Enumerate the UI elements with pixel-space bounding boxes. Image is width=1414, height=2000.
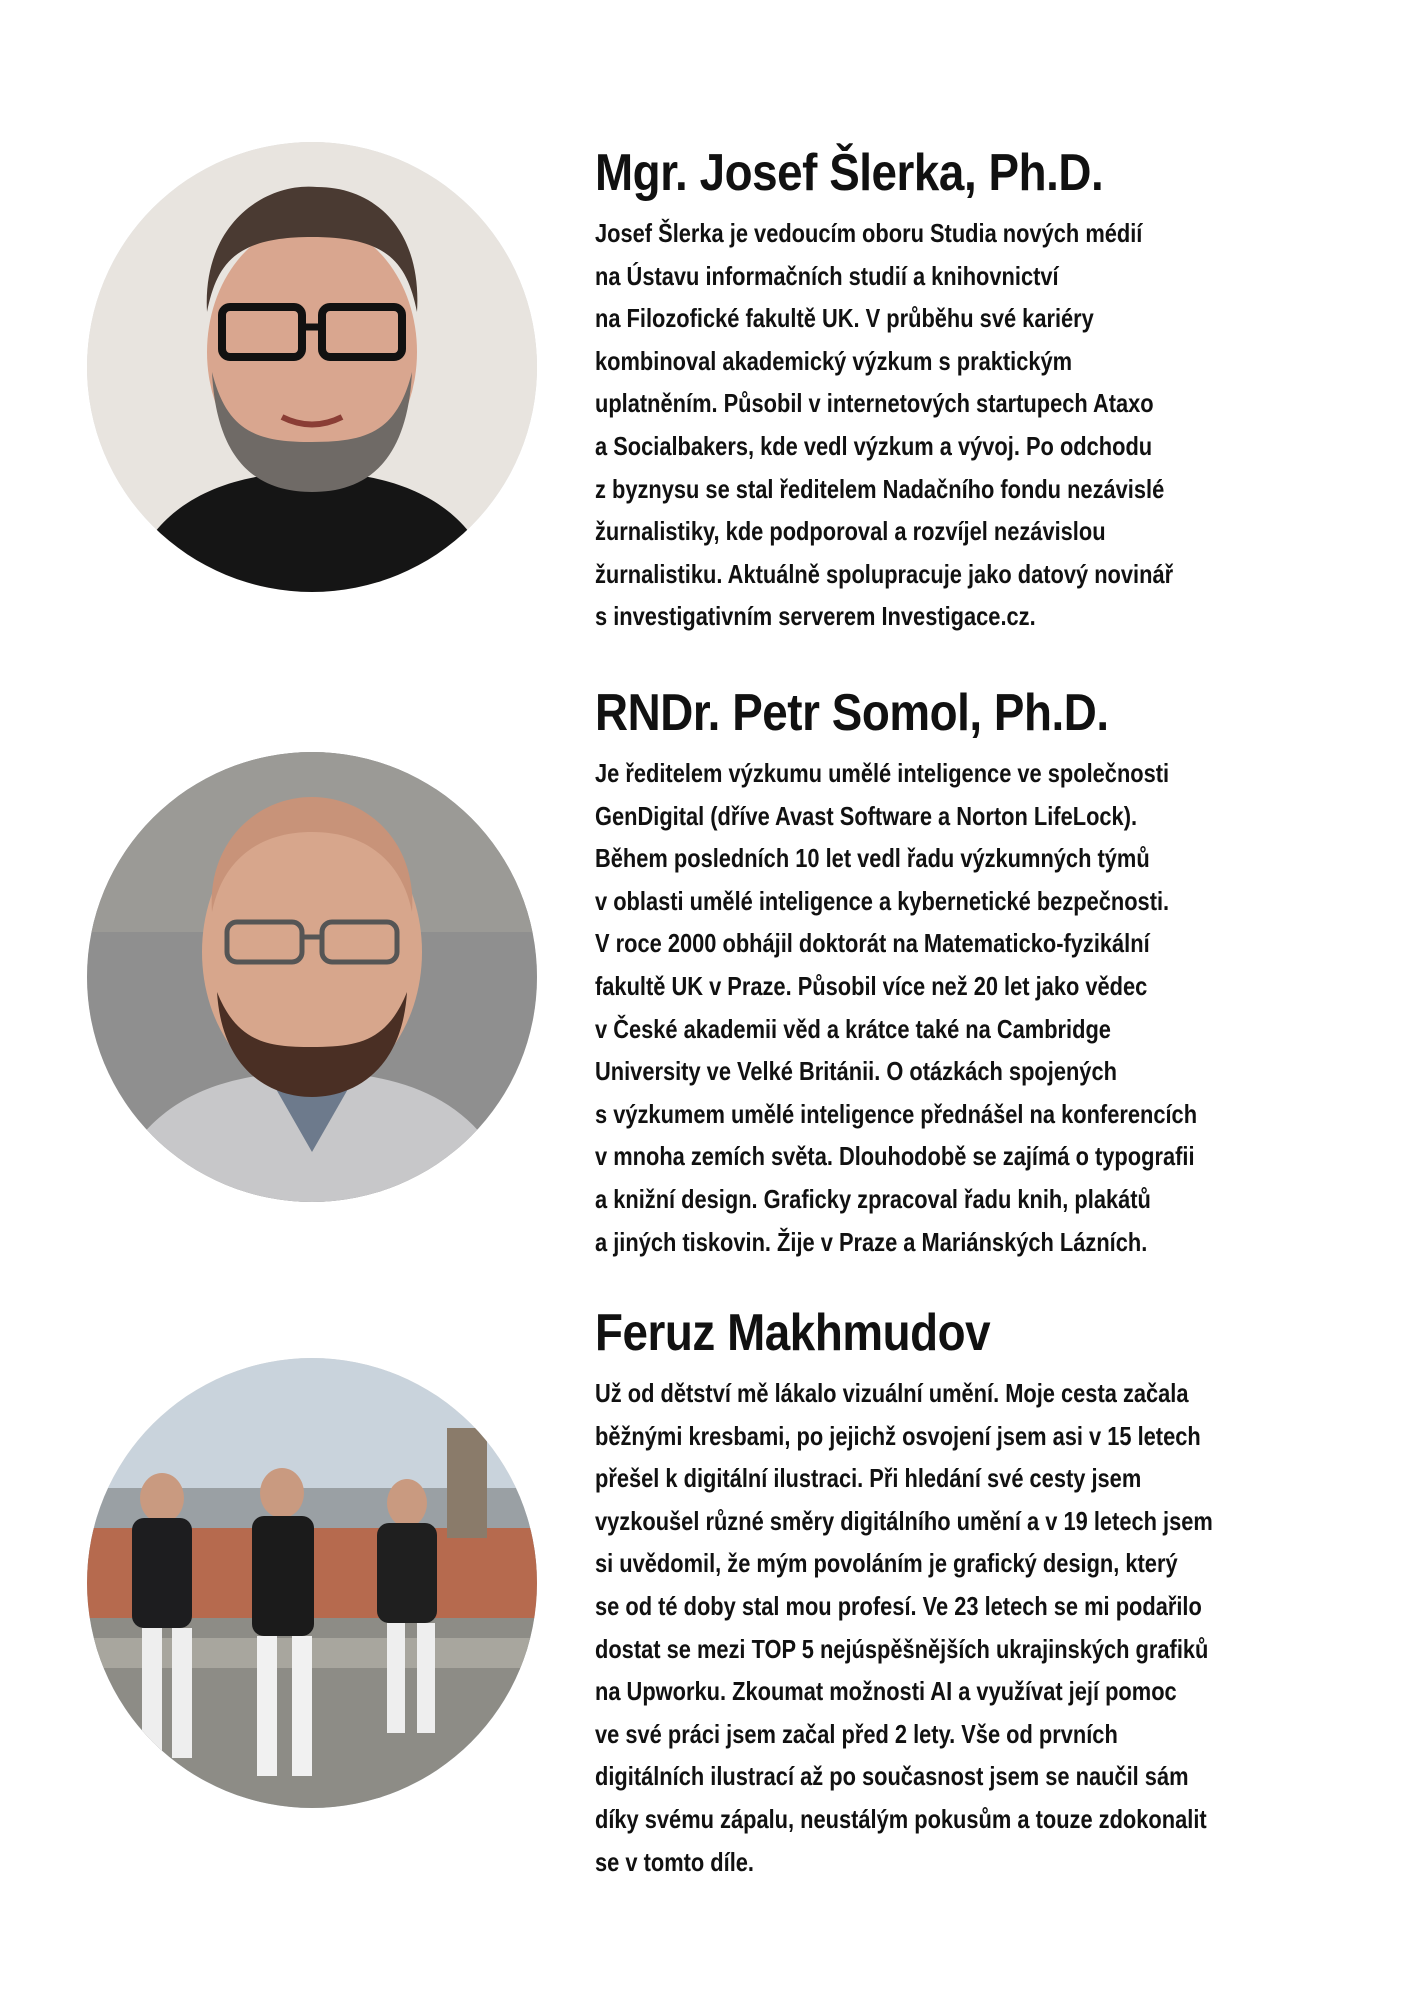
- person-name: RNDr. Petr Somol, Ph.D.: [595, 684, 1109, 742]
- bio-line: žurnalistiky, kde podporoval a rozvíjel nezávislou: [595, 516, 1106, 547]
- bio-line: s výzkumem umělé inteligence přednášel na konferencích: [595, 1098, 1198, 1129]
- person-name: Mgr. Josef Šlerka, Ph.D.: [595, 144, 1104, 202]
- bio-line: na Filozofické fakultě UK. V průběhu své kariéry: [595, 303, 1094, 334]
- bio-line: uplatněním. Působil v internetových startupech Ataxo: [595, 388, 1154, 419]
- bio-text: [595, 212, 1375, 638]
- bio-line: digitálních ilustrací až po současnost jsem se naučil sám: [595, 1761, 1189, 1792]
- bio-line: v oblasti umělé inteligence a kybernetické bezpečnosti.: [595, 885, 1170, 916]
- bio-line: díky svému zápalu, neustálým pokusům a touze zdokonalit: [595, 1803, 1207, 1834]
- bio-line: v České akademii věd a krátce také na Cambridge: [595, 1013, 1111, 1044]
- bio-line: Je ředitelem výzkumu umělé inteligence ve společnosti: [595, 758, 1170, 788]
- bio-line: na Upworku. Zkoumat možnosti AI a využívat její pomoc: [595, 1676, 1177, 1707]
- bio-text: [595, 1372, 1375, 1883]
- group-photo-three-young-men-town-icon: [87, 1358, 537, 1808]
- bio-line: fakultě UK v Praze. Působil více než 20 let jako vědec: [595, 970, 1148, 1001]
- portrait-photo-2: [87, 752, 537, 1202]
- bio-line: se v tomto díle.: [595, 1846, 754, 1877]
- bio-line: Během posledních 10 let vedl řadu výzkumných týmů: [595, 843, 1150, 874]
- bio-line: ve své práci jsem začal před 2 lety. Vše od prvních: [595, 1718, 1118, 1749]
- bio-line: GenDigital (dříve Avast Software a Norton LifeLock).: [595, 800, 1138, 831]
- bio-line: dostat se mezi TOP 5 nejúspěšnějších ukrajinských grafiků: [595, 1633, 1209, 1664]
- bio-line: a knižní design. Graficky zpracoval řadu knih, plakátů: [595, 1183, 1151, 1214]
- bio-line: v mnoha zemích světa. Dlouhodobě se zajímá o typografii: [595, 1141, 1195, 1172]
- bio-line: kombinoval akademický výzkum s praktickým: [595, 345, 1073, 376]
- bio-line: Už od dětství mě lákalo vizuální umění. Moje cesta začala: [595, 1378, 1189, 1408]
- bio-line: University ve Velké Británii. O otázkách spojených: [595, 1056, 1117, 1087]
- bio-line: vyzkoušel různé směry digitálního umění a v 19 letech jsem: [595, 1505, 1213, 1536]
- bio-block-1: [595, 142, 1375, 638]
- bio-line: se od té doby stal mou profesí. Ve 23 letech se mi podařilo: [595, 1590, 1202, 1621]
- bio-line: V roce 2000 obhájil doktorát na Matematicko-fyzikální: [595, 928, 1150, 959]
- bio-line: s investigativním serverem Investigace.cz.: [595, 601, 1036, 632]
- bio-line: a Socialbakers, kde vedl výzkum a vývoj. Po odchodu: [595, 430, 1153, 461]
- bio-text: [595, 752, 1375, 1263]
- bio-block-3: [595, 1302, 1375, 1883]
- bio-line: na Ústavu informačních studií a knihovnictví: [595, 260, 1059, 291]
- person-name: Feruz Makhmudov: [595, 1304, 991, 1362]
- bio-line: a jiných tiskovin. Žije v Praze a Mariánských Lázních.: [595, 1226, 1148, 1257]
- bio-line: přešel k digitální ilustraci. Při hledání své cesty jsem: [595, 1463, 1142, 1494]
- bio-line: z byznysu se stal ředitelem Nadačního fondu nezávislé: [595, 473, 1165, 504]
- bio-line: žurnalistiku. Aktuálně spolupracuje jako datový novinář: [595, 558, 1174, 589]
- portrait-photo-1: [87, 142, 537, 592]
- portrait-photo-bald-man-glasses-icon: [87, 752, 537, 1202]
- bio-line: běžnými kresbami, po jejichž osvojení jsem asi v 15 letech: [595, 1420, 1201, 1451]
- portrait-photo-3: [87, 1358, 537, 1808]
- bio-block-2: [595, 682, 1375, 1263]
- bio-line: Josef Šlerka je vedoucím oboru Studia nových médií: [595, 218, 1143, 248]
- portrait-photo-man-glasses-beard-icon: [87, 142, 537, 592]
- bio-line: si uvědomil, že mým povoláním je grafický design, který: [595, 1548, 1178, 1579]
